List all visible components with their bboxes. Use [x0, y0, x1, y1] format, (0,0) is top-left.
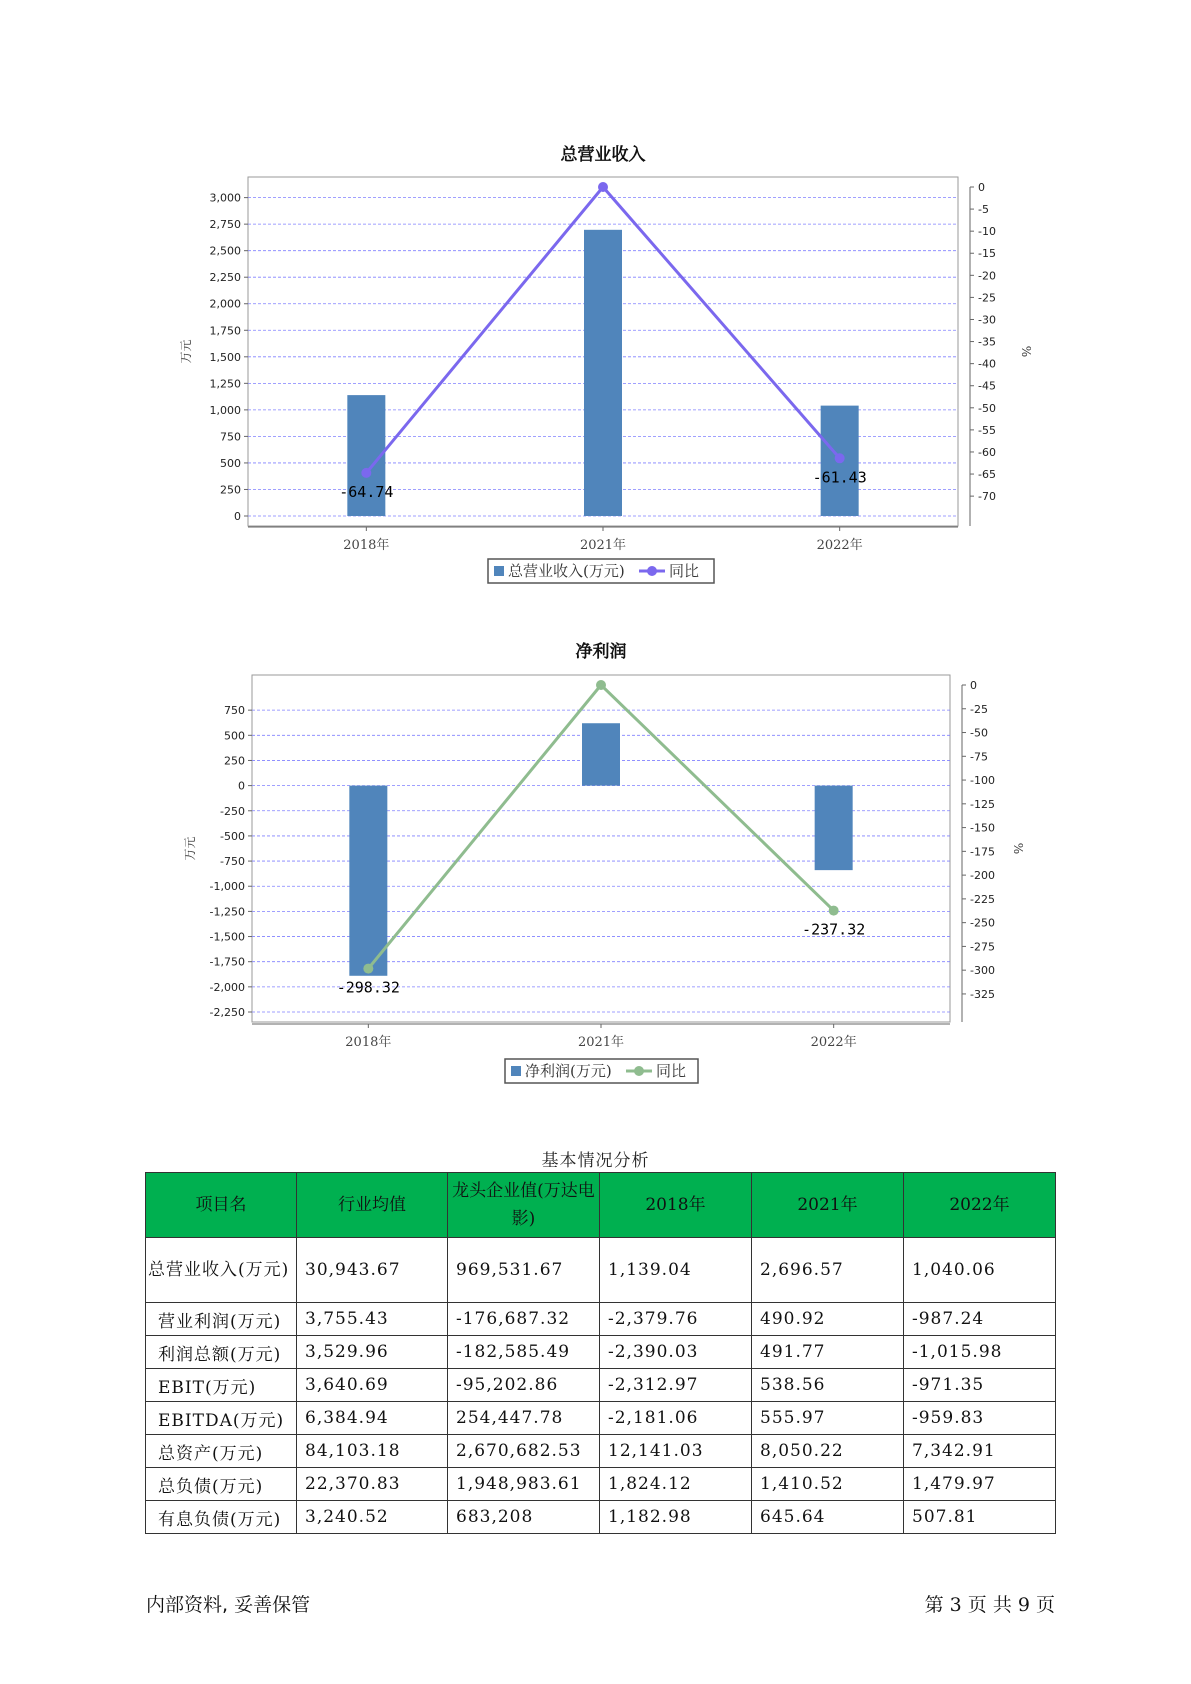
table-cell: 683,208 — [448, 1501, 600, 1534]
y2-tick-label: -10 — [978, 225, 996, 239]
table-cell: 1,040.06 — [904, 1238, 1056, 1303]
table-row — [146, 1238, 1056, 1303]
table-cell: 1,182.98 — [600, 1501, 752, 1534]
legend-bar-swatch — [511, 1066, 521, 1076]
table-cell: -1,015.98 — [904, 1336, 1056, 1369]
x-tick-label: 2022年 — [810, 1035, 857, 1050]
table-cell: 84,103.18 — [297, 1435, 448, 1468]
table-cell: 7,342.91 — [904, 1435, 1056, 1468]
y-tick-label: 0 — [234, 510, 241, 523]
bar — [584, 230, 622, 516]
y-axis-unit: 万元 — [179, 339, 193, 364]
legend-line-marker — [647, 566, 657, 576]
data-label: -298.32 — [336, 978, 400, 997]
y2-tick-label: -25 — [970, 702, 988, 716]
header-cell: 2021年 — [752, 1173, 904, 1238]
y2-tick-label: -35 — [978, 335, 996, 349]
y2-tick-label: -60 — [978, 445, 996, 459]
data-label: -237.32 — [802, 920, 866, 939]
y-tick-label: 2,000 — [209, 297, 241, 311]
y2-tick-label: -30 — [978, 313, 996, 327]
x-tick-label: 2018年 — [345, 1035, 392, 1050]
header-cell: 龙头企业值(万达电影) — [448, 1173, 600, 1238]
bar — [815, 786, 853, 871]
x-tick-label: 2021年 — [577, 1035, 625, 1050]
table-cell: 538.56 — [752, 1369, 904, 1402]
y2-tick-label: -65 — [978, 468, 996, 482]
y2-axis-unit: % — [1011, 842, 1025, 855]
y-tick-label: -1,250 — [209, 905, 245, 919]
table-cell: 2,696.57 — [752, 1238, 904, 1303]
row-label: 总资产(万元) — [146, 1435, 297, 1468]
y-tick-label: -2,000 — [209, 980, 245, 994]
table-cell: 490.92 — [752, 1303, 904, 1336]
legend — [505, 1059, 698, 1083]
y2-tick-label: 0 — [978, 181, 985, 194]
table-cell: 1,948,983.61 — [448, 1468, 600, 1501]
y-tick-label: 3,000 — [209, 191, 241, 205]
y-tick-label: 2,750 — [209, 218, 241, 232]
table-cell: -971.35 — [904, 1369, 1056, 1402]
row-label: EBITDA(万元) — [146, 1402, 297, 1435]
table-title: 基本情况分析 — [541, 1151, 650, 1171]
y-tick-label: 500 — [224, 729, 245, 743]
table-row — [146, 1336, 1056, 1369]
y-tick-label: -250 — [220, 804, 245, 818]
table-row — [146, 1402, 1056, 1435]
table-cell: -176,687.32 — [448, 1303, 600, 1336]
y-tick-label: -1,500 — [209, 930, 245, 944]
y-tick-label: 1,500 — [209, 350, 241, 364]
y-tick-label: 1,750 — [209, 324, 241, 338]
y2-tick-label: -250 — [970, 916, 995, 930]
y2-tick-label: -225 — [970, 892, 995, 906]
x-tick-label: 2022年 — [816, 538, 863, 553]
footer-page-number: 第 3 页 共 9 页 — [924, 1594, 1055, 1616]
row-label: 有息负债(万元) — [146, 1501, 297, 1534]
table-cell: 3,240.52 — [297, 1501, 448, 1534]
line-point — [363, 964, 373, 974]
row-label: 总负债(万元) — [146, 1468, 297, 1501]
table-cell: -2,181.06 — [600, 1402, 752, 1435]
table-cell: 1,139.04 — [600, 1238, 752, 1303]
table-cell: 645.64 — [752, 1501, 904, 1534]
y2-tick-label: 0 — [970, 679, 977, 692]
revenue-chart — [0, 140, 1191, 600]
bar — [349, 786, 387, 976]
y2-tick-label: -150 — [970, 821, 995, 835]
y2-tick-label: -325 — [970, 987, 995, 1001]
row-label: EBIT(万元) — [146, 1369, 297, 1402]
chart-title: 总营业收入 — [560, 145, 646, 165]
y2-tick-label: -200 — [970, 869, 995, 883]
header-cell: 2022年 — [904, 1173, 1056, 1238]
table-header-row — [146, 1173, 1056, 1238]
table-cell: 491.77 — [752, 1336, 904, 1369]
table-cell: 3,755.43 — [297, 1303, 448, 1336]
y-tick-label: -500 — [220, 829, 245, 843]
row-label: 营业利润(万元) — [146, 1303, 297, 1336]
data-label: -64.74 — [339, 482, 394, 501]
legend-line-marker — [634, 1066, 644, 1076]
y-tick-label: 2,500 — [209, 244, 241, 258]
legend-label: 同比 — [669, 562, 700, 580]
line-point — [596, 680, 606, 690]
table-row — [146, 1501, 1056, 1534]
table-row — [146, 1435, 1056, 1468]
y-tick-label: 500 — [220, 456, 241, 470]
y-tick-label: 250 — [224, 754, 245, 768]
table-cell: -95,202.86 — [448, 1369, 600, 1402]
y-tick-label: 1,000 — [209, 403, 241, 417]
line-point — [598, 182, 608, 192]
legend-label: 总营业收入(万元) — [508, 562, 625, 580]
legend-label: 同比 — [656, 1062, 687, 1080]
y2-tick-label: -300 — [970, 964, 995, 978]
header-cell: 行业均值 — [297, 1173, 448, 1238]
y-tick-label: 0 — [238, 779, 245, 793]
y2-tick-label: -40 — [978, 357, 996, 371]
table-cell: 1,410.52 — [752, 1468, 904, 1501]
y2-tick-label: -50 — [970, 726, 988, 740]
x-tick-label: 2021年 — [579, 538, 627, 553]
legend — [488, 559, 714, 583]
line-point — [829, 906, 839, 916]
y-tick-label: -1,750 — [209, 955, 245, 969]
legend-bar-swatch — [494, 566, 504, 576]
analysis-table — [145, 1172, 1056, 1534]
table-cell: 1,824.12 — [600, 1468, 752, 1501]
y2-tick-label: -125 — [970, 797, 995, 811]
table-cell: 12,141.03 — [600, 1435, 752, 1468]
y2-tick-label: -100 — [970, 774, 995, 788]
y2-tick-label: -50 — [978, 401, 996, 415]
line-point — [835, 453, 845, 463]
table-cell: -182,585.49 — [448, 1336, 600, 1369]
y-tick-label: -1,000 — [209, 880, 245, 894]
table-cell: 254,447.78 — [448, 1402, 600, 1435]
y2-tick-label: -55 — [978, 423, 996, 437]
header-cell: 项目名 — [146, 1173, 297, 1238]
y2-tick-label: -5 — [978, 203, 989, 217]
table-cell: 2,670,682.53 — [448, 1435, 600, 1468]
data-label: -61.43 — [812, 468, 867, 487]
table-cell: 3,640.69 — [297, 1369, 448, 1402]
chart-title: 净利润 — [575, 642, 627, 662]
y2-tick-label: -175 — [970, 845, 995, 859]
y2-tick-label: -45 — [978, 379, 996, 393]
table-cell: 8,050.22 — [752, 1435, 904, 1468]
table-cell: 969,531.67 — [448, 1238, 600, 1303]
y-tick-label: 250 — [220, 483, 241, 497]
table-cell: -2,379.76 — [600, 1303, 752, 1336]
y2-tick-label: -20 — [978, 269, 996, 283]
line-point — [361, 468, 371, 478]
table-cell: 3,529.96 — [297, 1336, 448, 1369]
y-tick-label: 750 — [224, 704, 245, 718]
y-tick-label: 750 — [220, 430, 241, 444]
table-cell: -987.24 — [904, 1303, 1056, 1336]
table-cell: 6,384.94 — [297, 1402, 448, 1435]
bar — [582, 723, 620, 785]
net-profit-chart — [0, 640, 1191, 1100]
y-tick-label: 2,250 — [209, 271, 241, 285]
x-tick-label: 2018年 — [343, 538, 390, 553]
y2-tick-label: -275 — [970, 940, 995, 954]
table-row — [146, 1369, 1056, 1402]
y-tick-label: -750 — [220, 855, 245, 869]
table-cell: 507.81 — [904, 1501, 1056, 1534]
table-cell: 555.97 — [752, 1402, 904, 1435]
y-tick-label: 1,250 — [209, 377, 241, 391]
table-row — [146, 1468, 1056, 1501]
table-cell: -959.83 — [904, 1402, 1056, 1435]
y2-tick-label: -75 — [970, 750, 988, 764]
y-tick-label: -2,250 — [209, 1006, 245, 1019]
table-cell: -2,312.97 — [600, 1369, 752, 1402]
row-label: 利润总额(万元) — [146, 1336, 297, 1369]
row-label: 总营业收入(万元) — [146, 1238, 297, 1303]
y-axis-unit: 万元 — [183, 836, 197, 861]
table-cell: 30,943.67 — [297, 1238, 448, 1303]
table-row — [146, 1303, 1056, 1336]
header-cell: 2018年 — [600, 1173, 752, 1238]
y2-tick-label: -25 — [978, 291, 996, 305]
legend-label: 净利润(万元) — [525, 1062, 612, 1080]
y2-axis-unit: % — [1019, 345, 1033, 358]
table-cell: 22,370.83 — [297, 1468, 448, 1501]
table-cell: -2,390.03 — [600, 1336, 752, 1369]
y2-tick-label: -70 — [978, 490, 996, 504]
table-cell: 1,479.97 — [904, 1468, 1056, 1501]
y2-tick-label: -15 — [978, 247, 996, 261]
footer-confidential-note: 内部资料, 妥善保管 — [146, 1594, 311, 1616]
